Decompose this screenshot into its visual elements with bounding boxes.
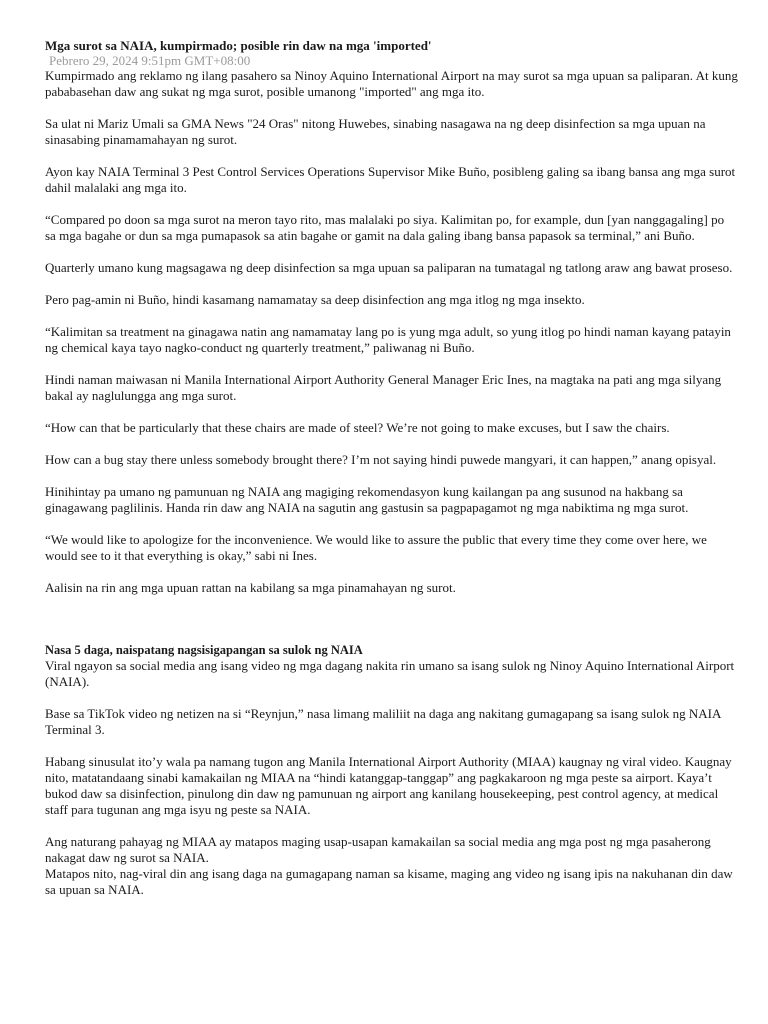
paragraph: Hinihintay pa umano ng pamunuan ng NAIA ang magiging rekomendasyon kung kailangan pa ang susunod na hakbang sa ginagawang paglilinis. Handa rin daw ang NAIA na sagutin ang gastusin sa pagpapagamot ng mga nabiktima ng mga surot. — [45, 484, 689, 515]
paragraph: Ayon kay NAIA Terminal 3 Pest Control Services Operations Supervisor Mike Buño, posibleng galing sa ibang bansa ang mga surot dahil malalaki ang mga ito. — [45, 164, 736, 195]
paragraph: Hindi naman maiwasan ni Manila International Airport Authority General Manager Eric Ines, na magtaka na pati ang mga silyang bakal ay naglulungga ang mga surot. — [45, 372, 722, 403]
article-rats — [45, 642, 738, 898]
paragraph: “How can that be particularly that these chairs are made of steel? We’re not going to make excuses, but I saw the chairs. — [45, 420, 670, 435]
paragraph: How can a bug stay there unless somebody brought there? I’m not saying hindi puwede mangyari, it can happen,” anang opisyal. — [45, 452, 717, 467]
article-title: Nasa 5 daga, naispatang nagsisigapangan sa sulok ng NAIA — [45, 643, 363, 657]
paragraph: Pero pag-amin ni Buño, hindi kasamang namamatay sa deep disinfection ang mga itlog ng mga insekto. — [45, 292, 585, 307]
article-date: Pebrero 29, 2024 9:51pm GMT+08:00 — [49, 53, 251, 68]
paragraph: Viral ngayon sa social media ang isang video ng mga dagang nakita rin umano sa isang sulok ng Ninoy Aquino International Airport (NAIA). — [45, 658, 735, 689]
paragraph: Ang naturang pahayag ng MIAA ay matapos maging usap-usapan kamakailan sa social media ang mga post ng mga pasaherong nakagat daw ng surot sa NAIA. — [45, 834, 711, 865]
paragraph: Habang sinusulat ito’y wala pa namang tugon ang Manila International Airport Authority (MIAA) kaugnay ng viral video. Kaugnay nito, matatandaang sinabi kamakailan ng MIAA na “hindi katanggap-tanggap” ang pagkakaroon ng mga peste sa airport. Kaya’t bukod daw sa disinfection, pinulong din daw ng pamunuan ng airport ang kanilang housekeeping, pest control agency, at medical staff para tugunan ang mga isyu ng peste sa NAIA. — [45, 754, 732, 817]
article-title: Mga surot sa NAIA, kumpirmado; posible rin daw na mga 'imported' — [45, 38, 432, 53]
paragraph: “Kalimitan sa treatment na ginagawa natin ang namamatay lang po is yung mga adult, so yung itlog po hindi naman kayang patayin ng chemical kaya tayo nagko-conduct ng quarterly treatment,” paliwanag ni Buño. — [45, 324, 731, 355]
article-bedbugs — [45, 38, 738, 596]
section-spacer — [45, 612, 738, 642]
paragraph: Matapos nito, nag-viral din ang isang daga na gumagapang naman sa kisame, maging ang video ng isang ipis na nakuhanan din daw sa upuan sa NAIA. — [45, 866, 733, 897]
paragraph: Base sa TikTok video ng netizen na si “Reynjun,” nasa limang maliliit na daga ang nakitang gumagapang sa isang sulok ng NAIA Terminal 3. — [45, 706, 721, 737]
paragraph: Sa ulat ni Mariz Umali sa GMA News "24 Oras" nitong Huwebes, sinabing nasagawa na ng deep disinfection sa mga upuan na sinasabing pinamamahayan ng surot. — [45, 116, 706, 147]
paragraph: Quarterly umano kung magsagawa ng deep disinfection sa mga upuan sa paliparan na tumatagal ng tatlong araw ang bawat proseso. — [45, 260, 733, 275]
paragraph: “We would like to apologize for the inconvenience. We would like to assure the public that every time they come over here, we would see to it that everything is okay,” sabi ni Ines. — [45, 532, 707, 563]
paragraph: Kumpirmado ang reklamo ng ilang pasahero sa Ninoy Aquino International Airport na may surot sa mga upuan sa paliparan. At kung pababasehan daw ang sukat ng mga surot, posible umanong "imported" ang mga ito. — [45, 68, 738, 99]
paragraph: Aalisin na rin ang mga upuan rattan na kabilang sa mga pinamahayan ng surot. — [45, 580, 456, 595]
paragraph: “Compared po doon sa mga surot na meron tayo rito, mas malalaki po siya. Kalimitan po, for example, dun [yan nanggagaling] po sa mga bagahe or dun sa mga pumapasok sa atin bagahe or gamit na dala galing ibang bansa papasok sa terminal,” ani Buño. — [45, 212, 725, 243]
